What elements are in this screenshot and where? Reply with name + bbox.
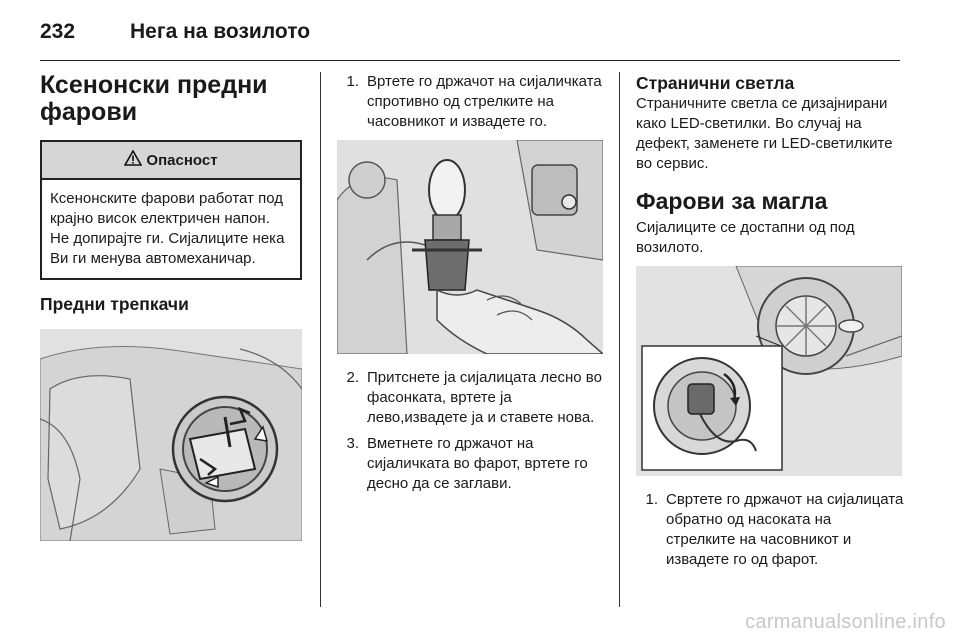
step-number: 2.: [346, 369, 359, 386]
list-item: [337, 368, 603, 428]
list-item: [337, 434, 603, 494]
xenon-headlights-title: Ксенонски предни фарови: [40, 71, 268, 126]
steps-list-top: [337, 72, 603, 132]
step-text: Притснете ја сијалицата лесно во фасонката, вртете ја лево,извадете ја и ставете нова.: [367, 369, 602, 426]
watermark: carmanualsonline.info: [745, 611, 946, 633]
list-item: [636, 490, 904, 570]
steps-list-bottom: [337, 368, 603, 494]
section-title: Нега на возилото: [130, 20, 311, 43]
side-lights-title: Странични светла: [636, 73, 795, 93]
warning-header: [42, 142, 300, 180]
front-indicators-title: Предни трепкачи: [40, 294, 189, 314]
steps-list-fog: [636, 490, 904, 570]
step-text: Вметнете го држачот на сијаличката во фарот, вртете го десно да се заглави.: [367, 435, 588, 492]
figure-fog-light: [636, 266, 902, 476]
column-middle: [337, 72, 603, 494]
warning-triangle-icon: [124, 150, 142, 170]
figure-front-indicator: [40, 329, 302, 541]
step-number: 1.: [645, 491, 658, 508]
fog-lights-title: Фарови за магла: [636, 188, 828, 214]
warning-text: Ксенонските фарови работат под крајно висок електричен напон. Не допирајте ги. Сијалиците нека Ви ги менува автомеханичар.: [50, 190, 285, 267]
step-text: Вртете го држачот на сијаличката спротивно од стрелките на часовникот и извадете го.: [367, 73, 602, 130]
step-text: Свртете го држачот на сијалицата обратно од насоката на стрелките на часовникот и извадете го од фарот.: [666, 491, 904, 568]
step-number: 3.: [346, 435, 359, 452]
step-number: 1.: [346, 73, 359, 90]
fog-lights-text: Сијалиците се достапни од под возилото.: [636, 219, 855, 256]
warning-heading: Опасност: [146, 151, 218, 169]
side-lights-text: Страничните светла се дизајнирани како LED-светилки. Во случај на дефект, заменете ги LED-светилките во сервис.: [636, 95, 893, 172]
figure-bulb-holder: [337, 140, 603, 354]
column-divider-2: [619, 72, 620, 607]
column-left: [40, 72, 302, 541]
page-number: 232: [40, 20, 76, 43]
list-item: [337, 72, 603, 132]
page-header: [40, 14, 900, 60]
danger-warning-box: [40, 140, 302, 280]
column-divider-1: [320, 72, 321, 607]
column-right: [636, 72, 904, 570]
header-divider: [40, 60, 900, 61]
